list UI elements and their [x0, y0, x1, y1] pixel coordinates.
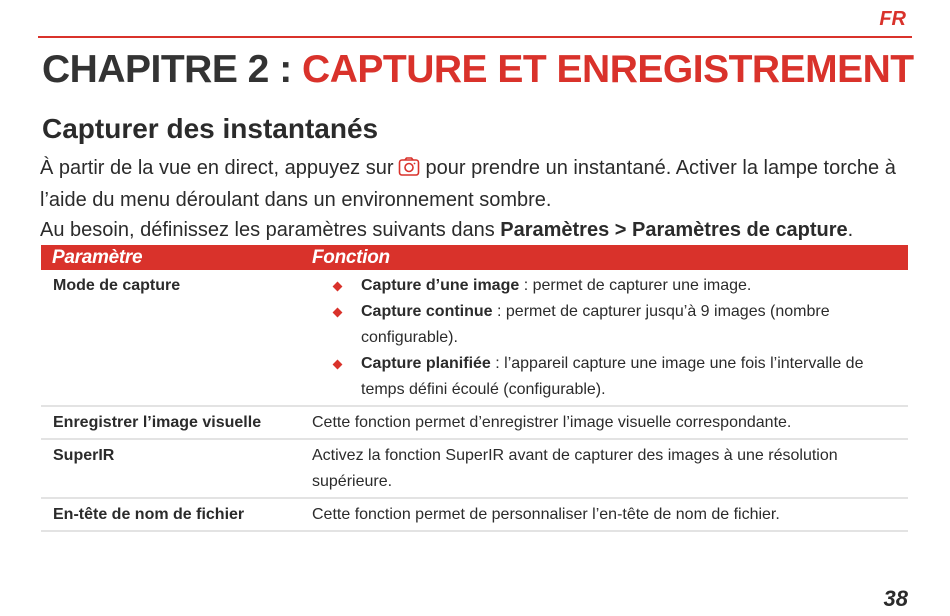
- function-cell: Activez la fonction SuperIR avant de capturer des images à une résolution supérieure.: [301, 439, 908, 498]
- bullet-term: Capture continue: [361, 303, 493, 320]
- language-label: FR: [879, 8, 906, 30]
- section-title: Capturer des instantanés: [42, 113, 379, 144]
- settings-text: Au besoin, définissez les paramètres suivants dans: [40, 219, 501, 241]
- bullet-desc: : permet de capturer une image.: [519, 277, 752, 294]
- parameters-table: [41, 245, 908, 532]
- param-cell: SuperIR: [41, 439, 301, 498]
- header-fonction: Fonction: [301, 245, 908, 270]
- header-parametre: Paramètre: [41, 245, 301, 270]
- header-divider: [38, 36, 912, 38]
- diamond-bullet-icon: [333, 308, 343, 318]
- param-cell: En-tête de nom de fichier: [41, 498, 301, 531]
- list-item: [330, 273, 908, 299]
- function-cell: [301, 270, 908, 406]
- camera-icon: [398, 157, 420, 186]
- page-number: 38: [883, 586, 908, 611]
- diamond-bullet-icon: [333, 282, 343, 292]
- function-cell: Cette fonction permet de personnaliser l’en-tête de nom de fichier.: [301, 498, 908, 531]
- param-cell: Enregistrer l’image visuelle: [41, 406, 301, 439]
- capture-mode-list: [312, 273, 908, 403]
- bullet-term: Capture d’une image: [361, 277, 520, 294]
- intro-text-after: pour prendre un instantané. Activer la lampe torche à l’aide du menu déroulant dans un environnement sombre.: [40, 157, 896, 211]
- table-row: [41, 439, 908, 498]
- bullet-desc: : permet de capturer jusqu’à 9 images (nombre configurable).: [361, 303, 830, 346]
- param-cell: Mode de capture: [41, 270, 301, 406]
- chapter-title: CAPTURE ET ENREGISTREMENT: [302, 48, 914, 91]
- list-item: [330, 351, 908, 403]
- table-header-row: [41, 245, 908, 270]
- chapter-prefix: CHAPITRE 2 :: [42, 48, 303, 91]
- chapter-heading: [42, 48, 914, 92]
- function-cell: Cette fonction permet d’enregistrer l’image visuelle correspondante.: [301, 406, 908, 439]
- intro-text-before: À partir de la vue en direct, appuyez sur: [40, 157, 394, 179]
- table-row: [41, 498, 908, 531]
- bullet-term: Capture planifiée: [361, 355, 491, 372]
- intro-paragraph: [40, 154, 900, 215]
- diamond-bullet-icon: [333, 360, 343, 370]
- settings-path: Paramètres > Paramètres de capture: [500, 219, 848, 241]
- list-item: [330, 299, 908, 351]
- bullet-desc: : l’appareil capture une image une fois l’intervalle de temps défini écoulé (configurable).: [361, 355, 864, 398]
- table-row: [41, 270, 908, 406]
- table-row: [41, 406, 908, 439]
- settings-end: .: [847, 219, 854, 241]
- settings-paragraph: [40, 216, 910, 245]
